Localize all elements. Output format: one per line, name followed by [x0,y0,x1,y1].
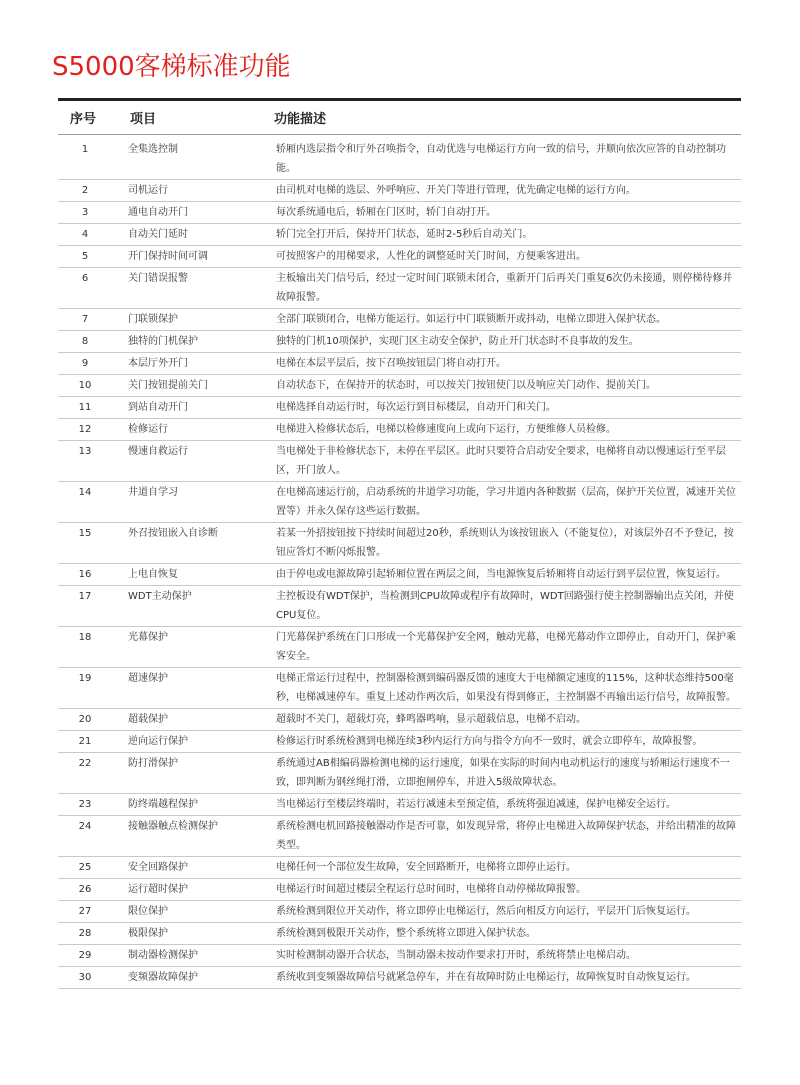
table-row [58,900,741,922]
row-item: 门联锁保护 [120,308,270,330]
table-row [58,752,741,793]
row-item: 开门保持时间可调 [120,245,270,267]
row-number: 8 [58,330,120,352]
row-number: 10 [58,374,120,396]
row-description: 独特的门机10项保护，实现门区主动安全保护，防止开门状态时不良事故的发生。 [270,330,741,352]
row-number: 6 [58,267,120,308]
row-description: 在电梯高速运行前，启动系统的井道学习功能，学习井道内各种数据（层高，保护开关位置，减速开关位置等）并永久保存这些运行数据。 [270,481,741,522]
row-number: 20 [58,708,120,730]
table-row [58,793,741,815]
table-row [58,481,741,522]
row-item: 独特的门机保护 [120,330,270,352]
row-description: 可按照客户的用梯要求，人性化的调整延时关门时间，方便乘客进出。 [270,245,741,267]
row-item: 超速保护 [120,667,270,708]
table-row [58,418,741,440]
page-title: S5000客梯标准功能 [52,52,291,82]
row-item: 自动关门延时 [120,223,270,245]
row-description: 超载时不关门，超载灯亮，蜂鸣器鸣响，显示超载信息，电梯不启动。 [270,708,741,730]
row-item: 安全回路保护 [120,856,270,878]
row-description: 全部门联锁闭合，电梯方能运行。如运行中门联锁断开或抖动，电梯立即进入保护状态。 [270,308,741,330]
row-description: 主板输出关门信号后，经过一定时间门联锁未闭合，重新开门后再关门重复6次仍未接通，则停梯待修并故障报警。 [270,267,741,308]
row-description: 若某一外招按钮按下持续时间超过20秒，系统则认为该按钮嵌入（不能复位），对该层外召不予登记，按钮应答灯不断闪烁报警。 [270,522,741,563]
row-item: 全集选控制 [120,134,270,179]
row-item: 极限保护 [120,922,270,944]
table-row [58,626,741,667]
row-number: 18 [58,626,120,667]
row-item: 运行超时保护 [120,878,270,900]
table-row [58,223,741,245]
row-description: 电梯正常运行过程中，控制器检测到编码器反馈的速度大于电梯额定速度的115%，这种状态维持500毫秒，电梯减速停车。重复上述动作两次后，如果没有得到修正，主控制器不再输出运行信号，故障报警。 [270,667,741,708]
row-description: 实时检测制动器开合状态，当制动器未按动作要求打开时，系统将禁止电梯启动。 [270,944,741,966]
row-item: 限位保护 [120,900,270,922]
table-row [58,522,741,563]
function-table-container [58,98,741,989]
row-item: 关门错误报警 [120,267,270,308]
function-table [58,101,741,989]
header-row [58,101,741,134]
row-number: 7 [58,308,120,330]
row-number: 14 [58,481,120,522]
row-description: 由司机对电梯的选层、外呼响应、开关门等进行管理，优先确定电梯的运行方向。 [270,179,741,201]
row-number: 4 [58,223,120,245]
table-row [58,308,741,330]
table-row [58,922,741,944]
row-number: 15 [58,522,120,563]
row-description: 系统通过AB相编码器检测电梯的运行速度，如果在实际的时间内电动机运行的速度与轿厢运行速度不一致，即判断为钢丝绳打滑，立即抱闸停车，并进入5级故障状态。 [270,752,741,793]
row-item: 关门按钮提前关门 [120,374,270,396]
row-description: 自动状态下，在保持开的状态时，可以按关门按钮使门以及响应关门动作、提前关门。 [270,374,741,396]
row-description: 电梯运行时间超过楼层全程运行总时间时，电梯将自动停梯故障报警。 [270,878,741,900]
row-item: 防终端越程保护 [120,793,270,815]
header-description: 功能描述 [270,101,741,134]
row-number: 22 [58,752,120,793]
row-description: 轿厢内选层指令和厅外召唤指令，自动优选与电梯运行方向一致的信号，并顺向依次应答的自动控制功能。 [270,134,741,179]
table-row [58,134,741,179]
row-item: 防打滑保护 [120,752,270,793]
row-description: 电梯选择自动运行时，每次运行到目标楼层，自动开门和关门。 [270,396,741,418]
row-number: 12 [58,418,120,440]
row-number: 5 [58,245,120,267]
row-number: 21 [58,730,120,752]
table-row [58,201,741,223]
row-number: 11 [58,396,120,418]
row-number: 30 [58,966,120,988]
row-description: 每次系统通电后，轿厢在门区时，轿门自动打开。 [270,201,741,223]
table-row [58,878,741,900]
table-row [58,563,741,585]
row-number: 1 [58,134,120,179]
row-description: 轿门完全打开后，保持开门状态，延时2-5秒后自动关门。 [270,223,741,245]
row-description: 电梯在本层平层后，按下召唤按钮层门将自动打开。 [270,352,741,374]
table-row [58,815,741,856]
row-item: 变频器故障保护 [120,966,270,988]
table-row [58,856,741,878]
row-item: 慢速自救运行 [120,440,270,481]
table-row [58,944,741,966]
row-number: 19 [58,667,120,708]
row-number: 29 [58,944,120,966]
table-row [58,708,741,730]
row-description: 检修运行时系统检测到电梯连续3秒内运行方向与指令方向不一致时，就会立即停车，故障报警。 [270,730,741,752]
row-number: 2 [58,179,120,201]
row-description: 系统检测到限位开关动作，将立即停止电梯运行，然后向相反方向运行，平层开门后恢复运行。 [270,900,741,922]
row-item: 外召按钮嵌入自诊断 [120,522,270,563]
header-no: 序号 [58,101,120,134]
row-item: 本层厅外开门 [120,352,270,374]
table-row [58,374,741,396]
row-number: 13 [58,440,120,481]
row-number: 23 [58,793,120,815]
row-item: 上电自恢复 [120,563,270,585]
row-description: 电梯进入检修状态后，电梯以检修速度向上或向下运行，方便维修人员检修。 [270,418,741,440]
row-description: 系统检测电机回路接触器动作是否可靠，如发现异常，将停止电梯进入故障保护状态，并给出精准的故障类型。 [270,815,741,856]
row-item: 超载保护 [120,708,270,730]
row-number: 16 [58,563,120,585]
table-row [58,267,741,308]
row-item: 检修运行 [120,418,270,440]
table-row [58,396,741,418]
row-item: 光幕保护 [120,626,270,667]
row-item: 通电自动开门 [120,201,270,223]
table-row [58,440,741,481]
row-item: 到站自动开门 [120,396,270,418]
table-row [58,585,741,626]
row-item: 制动器检测保护 [120,944,270,966]
row-item: 接触器触点检测保护 [120,815,270,856]
row-item: 井道自学习 [120,481,270,522]
row-number: 25 [58,856,120,878]
row-description: 电梯任何一个部位发生故障，安全回路断开，电梯将立即停止运行。 [270,856,741,878]
row-description: 由于停电或电源故障引起轿厢位置在两层之间，当电源恢复后轿厢将自动运行到平层位置，恢复运行。 [270,563,741,585]
row-number: 28 [58,922,120,944]
row-description: 系统收到变频器故障信号就紧急停车，并在有故障时防止电梯运行，故障恢复时自动恢复运行。 [270,966,741,988]
row-number: 3 [58,201,120,223]
row-number: 27 [58,900,120,922]
table-row [58,352,741,374]
table-row [58,730,741,752]
header-item: 项目 [120,101,270,134]
table-row [58,179,741,201]
row-number: 9 [58,352,120,374]
table-row [58,330,741,352]
row-description: 门光幕保护系统在门口形成一个光幕保护安全网，触动光幕，电梯光幕动作立即停止，自动开门，保护乘客安全。 [270,626,741,667]
row-number: 17 [58,585,120,626]
table-row [58,245,741,267]
row-item: 司机运行 [120,179,270,201]
row-description: 系统检测到极限开关动作，整个系统将立即进入保护状态。 [270,922,741,944]
row-description: 当电梯运行至楼层终端时，若运行减速未至预定值，系统将强迫减速，保护电梯安全运行。 [270,793,741,815]
row-number: 24 [58,815,120,856]
row-description: 主控板设有WDT保护，当检测到CPU故障或程序有故障时，WDT回路强行使主控制器输出点关闭，并使CPU复位。 [270,585,741,626]
table-header [58,101,741,134]
table-body [58,134,741,988]
row-description: 当电梯处于非检修状态下，未停在平层区。此时只要符合启动安全要求，电梯将自动以慢速运行至平层区，开门放人。 [270,440,741,481]
row-number: 26 [58,878,120,900]
row-item: WDT主动保护 [120,585,270,626]
table-row [58,966,741,988]
row-item: 逆向运行保护 [120,730,270,752]
table-row [58,667,741,708]
